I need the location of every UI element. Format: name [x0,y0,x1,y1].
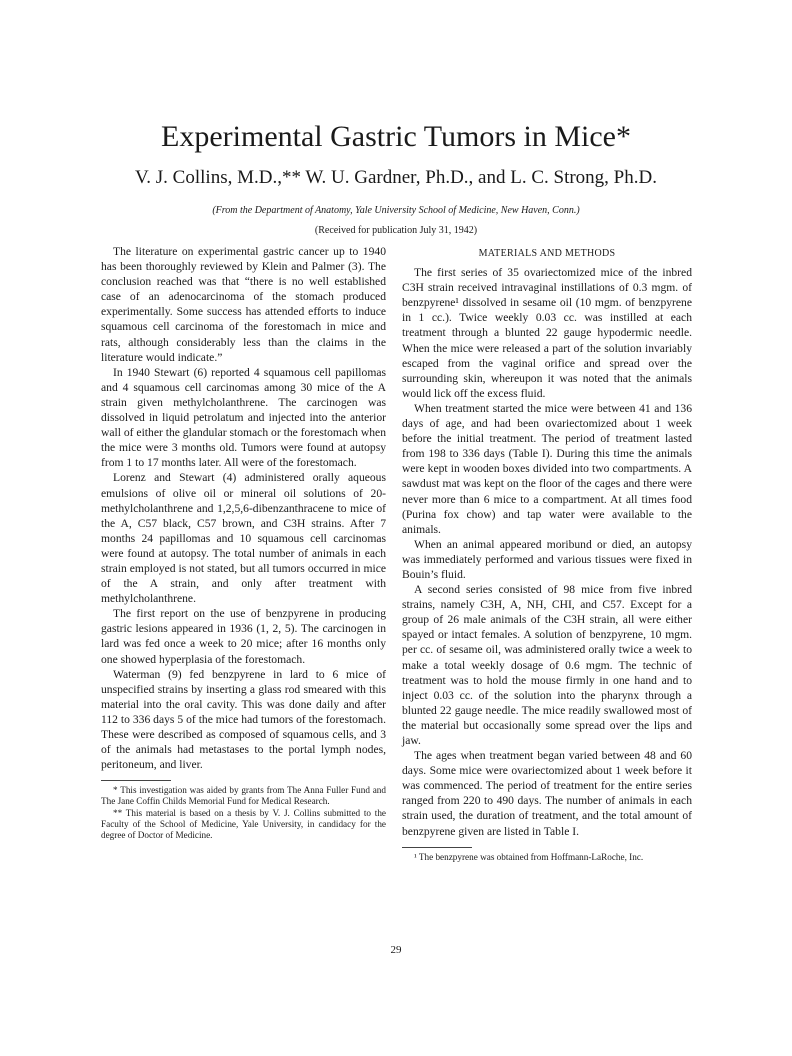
footnote-benzpyrene-source: ¹ The benzpyrene was obtained from Hoffmann-LaRoche, Inc. [414,851,644,862]
received-date: (Received for publication July 31, 1942) [314,225,478,236]
left-column [101,244,386,841]
author-line: V. J. Collins, M.D.,** W. U. Gardner, Ph.D., and L. C. Strong, Ph.D. [135,167,657,188]
page-number: 29 [390,944,402,956]
affiliation: (From the Department of Anatomy, Yale University School of Medicine, New Haven, Conn.) [212,205,580,216]
paragraph: The first series of 35 ovariectomized mice of the inbred C3H strain received intravaginal instillations of 0.3 mgm. of benzpyrene¹ dissolved in sesame oil (10 mgm. of benzpyrene in 1 cc.). Twice weekly 0.03 cc. was instilled at each treatment through a blunted 22 gauge hypodermic needle. When the mice were released a part of the solution invariably escaped from the vaginal orifice and spread over the surrounding skin, whereupon it was noted that the animals would lick off the excess fluid. [402,266,692,400]
paragraph: When an animal appeared moribund or died, an autopsy was immediately performed and various tissues were fixed in Bouin’s fluid. [402,537,692,581]
paragraph: Waterman (9) fed benzpyrene in lard to 6 mice of unspecified strains by inserting a glass rod smeared with this material into the oral cavity. This was done daily and after 112 to 336 days 5 of the mice had tumors of the forestomach. These were described as composed of squamous cells, and 3 of the animals had metastases to the portal lymph nodes, peritoneum, and liver. [101,667,386,772]
footnote-divider [101,780,171,781]
paragraph: Lorenz and Stewart (4) administered orally aqueous emulsions of olive oil or mineral oil solutions of 20-methylcholanthrene and 1,2,5,6-dibenzanthracene to mice of the A, C57 black, C57 brown, and C3H strains. After 7 months 24 papillomas and 10 squamous cell carcinomas were found at autopsy. The total number of animals in each strain employed is not stated, but all tumors occurred in mice of the A strain, and only after treatment with methylcholanthrene. [101,471,386,606]
article-title: Experimental Gastric Tumors in Mice* [161,120,631,153]
section-heading: MATERIALS AND METHODS [478,248,616,259]
paragraph: In 1940 Stewart (6) reported 4 squamous cell papillomas and 4 squamous cell carcinomas among 30 mice of the A strain given methylcholanthrene. The carcinogen was dissolved in liquid petrolatum and injected into the anterior wall of either the glandular stomach or the forestomach when the mice were 3 months old. Tumors were found at autopsy from 1 to 17 months later. All were of the forestomach. [101,365,386,470]
paragraph: A second series consisted of 98 mice from five inbred strains, namely C3H, A, NH, CHI, and C57. Except for a group of 26 male animals of the C3H strain, all were either spayed or intact females. A solution of benzpyrene, 10 mgm. per cc. of sesame oil, was administered orally twice a week to make a total weekly dosage of 0.6 mgm. The technic of treatment was to hold the mouse firmly in one hand and to inject 0.03 cc. of the solution into the pharynx through a blunted 22 gauge needle. The mice readily swallowed most of the material but occasionally some spread over the lips and jaw. [402,583,692,747]
paragraph: The ages when treatment began varied between 48 and 60 days. Some mice were ovariectomized about 1 week before it was commenced. The period of treatment for the entire series ranged from 220 to 490 days. The number of animals in each strain used, the duration of treatment, and the total amount of benzpyrene given are listed in Table I. [402,749,692,838]
paragraph: When treatment started the mice were between 41 and 136 days of age, and had been ovariectomized about 1 week before the initial treatment. The period of treatment lasted from 198 to 336 days (Table I). During this time the animals were kept in wooden boxes divided into two compartments. A sawdust mat was kept on the floor of the cages and there were never more than 6 mice to a compartment. At all times food (Purina fox chow) and tap water were available to the animals. [402,401,692,536]
paragraph: The literature on experimental gastric cancer up to 1940 has been thoroughly reviewed by Klein and Palmer (3). The conclusion reached was that “there is no well established case of an adenocarcinoma of the stomach produced experimentally. Some success has attended efforts to induce squamous cell carcinoma of the forestomach in mice and rats, although considerably less than the claims in the literature would indicate.” [101,245,386,364]
paragraph: The first report on the use of benzpyrene in producing gastric lesions appeared in 1936 (1, 2, 5). The carcinogen in lard was fed once a week to 20 mice; after 16 months only one showed hyperplasia of the forestomach. [101,607,386,666]
footnote-divider [402,847,472,848]
footnote-thesis: ** This material is based on a thesis by V. J. Collins submitted to the Faculty of the School of Medicine, Yale University, in candidacy for the degree of Doctor of Medicine. [101,807,386,841]
right-column [402,244,692,863]
footnote-funding: * This investigation was aided by grants from The Anna Fuller Fund and The Jane Coffin Childs Memorial Fund for Medical Research. [101,785,386,807]
